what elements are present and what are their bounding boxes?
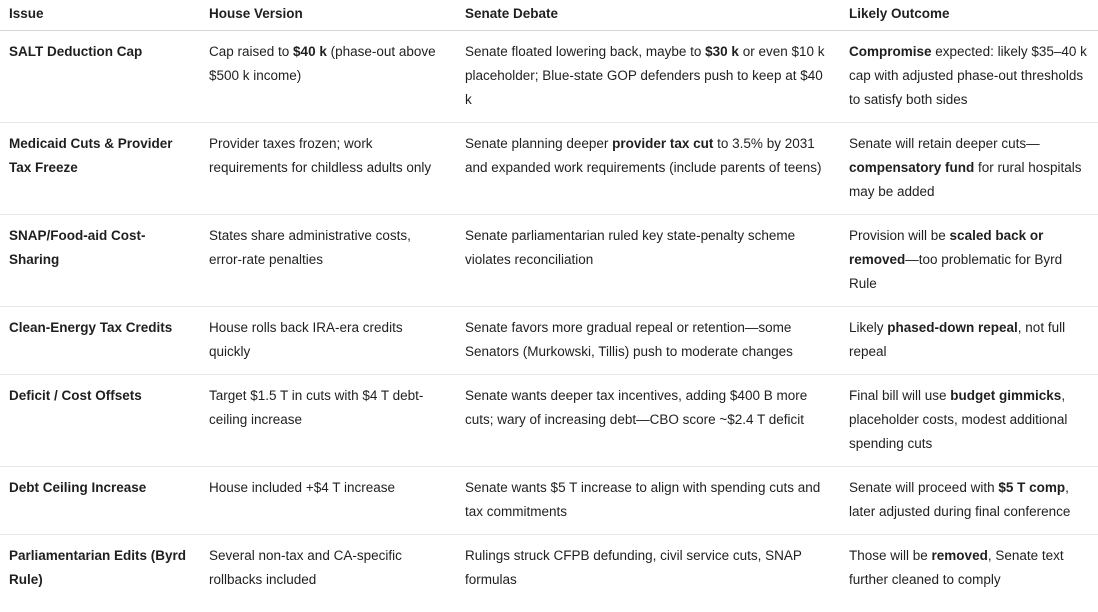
- cell-senate-debate: [456, 467, 840, 535]
- cell-likely-outcome: [840, 307, 1098, 375]
- cell-text: , later adjusted during final conference: [849, 480, 1071, 519]
- cell-house-version: [200, 467, 456, 535]
- cell-senate-debate: [456, 123, 840, 215]
- cell-text: , placeholder costs, modest additional spending cuts: [849, 388, 1068, 451]
- cell-text: Senate favors more gradual repeal or retention—some Senators (Murkowski, Tillis) push to moderate changes: [465, 320, 793, 359]
- table-row: [0, 467, 1098, 535]
- table-header-row: [0, 0, 1098, 31]
- cell-issue: Debt Ceiling Increase: [0, 467, 200, 535]
- header-house-version: House Version: [200, 0, 456, 31]
- cell-text: Senate planning deeper: [465, 136, 613, 151]
- cell-text: Senate wants deeper tax incentives, adding $400 B more cuts; wary of increasing debt—CBO score ~$2.4 T deficit: [465, 388, 808, 427]
- cell-text: Senate parliamentarian ruled key state-penalty scheme violates reconciliation: [465, 228, 796, 267]
- cell-text: for rural hospitals may be added: [849, 160, 1082, 199]
- cell-text: to 3.5% by 2031 and expanded work requirements (include parents of teens): [465, 136, 822, 175]
- cell-issue: Parliamentarian Edits (Byrd Rule): [9, 548, 187, 587]
- cell-senate-debate: [456, 307, 840, 375]
- cell-likely-outcome: [840, 535, 1098, 603]
- cell-text: Likely: [849, 320, 888, 335]
- cell-text: Target $1.5 T in cuts with $4 T debt-ceiling increase: [209, 388, 424, 427]
- cell-text: or even $10 k placeholder; Blue-state GOP defenders push to keep at $40 k: [465, 44, 825, 107]
- cell-likely-outcome: [840, 215, 1098, 307]
- cell-text: Rulings struck CFPB defunding, civil service cuts, SNAP formulas: [465, 548, 802, 587]
- cell-house-version: [200, 215, 456, 307]
- cell-text: Senate will retain deeper cuts—: [849, 136, 1040, 151]
- cell-likely-outcome: [840, 123, 1098, 215]
- cell-text: House rolls back IRA-era credits quickly: [209, 320, 403, 359]
- emphasis-text: budget gimmicks: [950, 388, 1062, 403]
- cell-likely-outcome: [840, 31, 1098, 123]
- cell-text: States share administrative costs, error-rate penalties: [209, 228, 411, 267]
- cell-text: Senate will proceed with: [849, 480, 999, 495]
- cell-senate-debate: [456, 215, 840, 307]
- table-row: [0, 375, 1098, 467]
- emphasis-text: scaled back or removed: [849, 228, 1044, 267]
- cell-text: —too problematic for Byrd Rule: [849, 252, 1063, 291]
- cell-house-version: [200, 375, 456, 467]
- cell-text: Provision will be: [849, 228, 950, 243]
- cell-text: , not full repeal: [849, 320, 1066, 359]
- table-body: [0, 31, 1098, 603]
- cell-text: Cap raised to: [209, 44, 294, 59]
- cell-senate-debate: [456, 31, 840, 123]
- cell-text: (phase-out above $500 k income): [209, 44, 436, 83]
- cell-senate-debate: [456, 375, 840, 467]
- cell-issue: Deficit / Cost Offsets: [0, 375, 200, 467]
- emphasis-text: phased-down repeal: [887, 320, 1018, 335]
- cell-text: House included +$4 T increase: [209, 480, 396, 495]
- table-row: [0, 307, 1098, 375]
- emphasis-text: Compromise: [849, 44, 932, 59]
- cell-text: Senate floated lowering back, maybe to: [465, 44, 706, 59]
- table-row: [0, 535, 1098, 603]
- emphasis-text: $5 T comp: [998, 480, 1066, 495]
- cell-issue: SNAP/Food-aid Cost-Sharing: [0, 215, 200, 307]
- cell-issue: SALT Deduction Cap: [0, 31, 200, 123]
- cell-text: Senate wants $5 T increase to align with spending cuts and tax commitments: [465, 480, 821, 519]
- table-row: [0, 215, 1098, 307]
- emphasis-text: compensatory fund: [849, 160, 975, 175]
- cell-house-version: [200, 31, 456, 123]
- table-row: [0, 31, 1098, 123]
- cell-text: Provider taxes frozen; work requirements for childless adults only: [209, 136, 432, 175]
- header-likely-outcome: Likely Outcome: [840, 0, 1098, 31]
- emphasis-text: provider tax cut: [612, 136, 714, 151]
- emphasis-text: removed: [931, 548, 988, 563]
- cell-text: expected: likely $35–40 k cap with adjusted phase-out thresholds to satisfy both sides: [849, 44, 1087, 107]
- cell-likely-outcome: [840, 375, 1098, 467]
- cell-issue: Clean-Energy Tax Credits: [0, 307, 200, 375]
- emphasis-text: $40 k: [293, 44, 327, 59]
- emphasis-text: $30 k: [705, 44, 739, 59]
- header-issue: Issue: [0, 0, 200, 31]
- cell-house-version: [200, 535, 456, 603]
- cell-house-version: [200, 123, 456, 215]
- cell-text: , Senate text further cleaned to comply: [849, 548, 1064, 587]
- cell-house-version: [200, 307, 456, 375]
- cell-text: Several non-tax and CA-specific rollbacks included: [209, 548, 402, 587]
- cell-issue: Medicaid Cuts & Provider Tax Freeze: [0, 123, 200, 215]
- header-senate-debate: Senate Debate: [456, 0, 840, 31]
- cell-text: Those will be: [849, 548, 932, 563]
- cell-text: Final bill will use: [849, 388, 951, 403]
- table-row: [0, 123, 1098, 215]
- cell-likely-outcome: [840, 467, 1098, 535]
- cell-senate-debate: [456, 535, 840, 603]
